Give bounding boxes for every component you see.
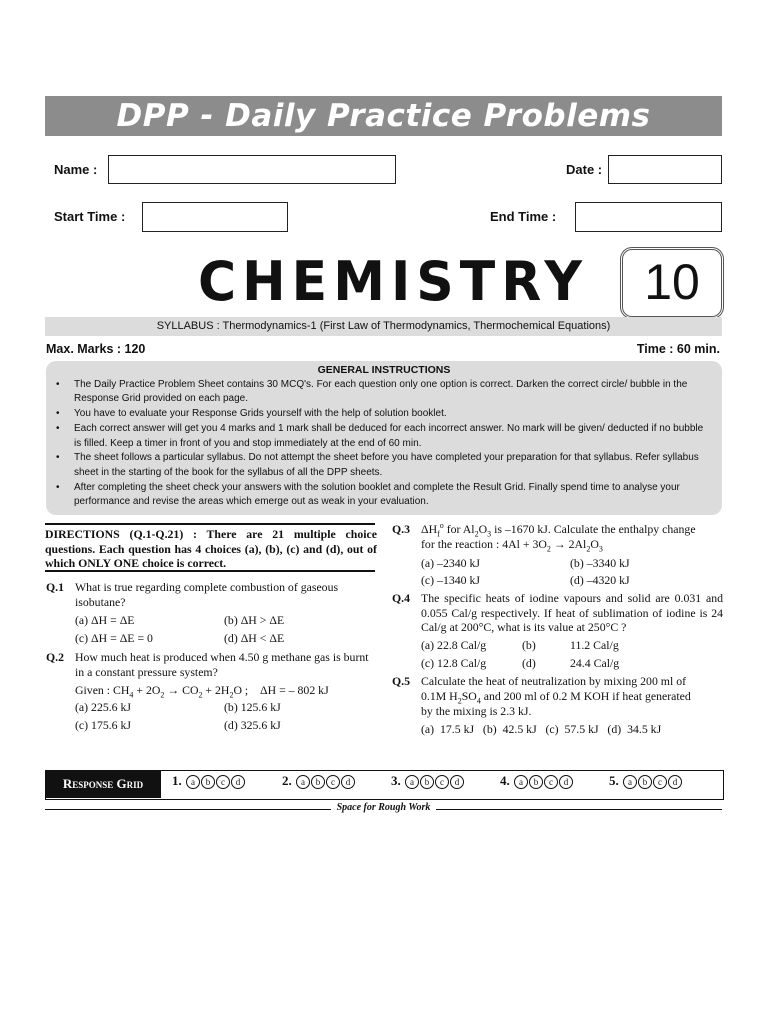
q3-reaction: for the reaction : $4Al + 3O_2 \to 2Al_2O_3$ <box>421 537 603 554</box>
bubble-c[interactable]: c <box>216 775 230 789</box>
bubble-a[interactable]: a <box>186 775 200 789</box>
bubble-a[interactable]: a <box>296 775 310 789</box>
bubble-c[interactable]: c <box>653 775 667 789</box>
response-item-number: 1. <box>172 773 182 788</box>
end-time-label: End Time : <box>490 209 557 224</box>
instruction-item: • After completing the sheet check your answers with the solution booklet and complete the Result Grid. Finally spend time to analyse your performance and revise the areas which emerge out as weak in your evaluation. <box>74 481 712 510</box>
directions: DIRECTIONS (Q.1-Q.21) : There are 21 multiple choice questions. Each question has 4 choices (a), (b), (c) and (d), out of which ONLY ONE choice is correct. <box>45 527 377 570</box>
bubble-a[interactable]: a <box>405 775 419 789</box>
q2-option-b: (b) 125.6 kJ <box>224 700 281 714</box>
general-instructions <box>46 361 722 515</box>
response-item-number: 4. <box>500 773 510 788</box>
max-marks: Max. Marks : 120 <box>46 342 146 356</box>
response-item-5 <box>609 773 682 789</box>
sheet-number: 10 <box>620 247 724 319</box>
instruction-item: • The Daily Practice Problem Sheet contains 30 MCQ's. For each question only one option is correct. Darken the correct circle/ bubble in the Response Grid provided on each page. <box>74 378 712 407</box>
bubble-c[interactable]: c <box>544 775 558 789</box>
syllabus-bar: SYLLABUS : Thermodynamics-1 (First Law of Thermodynamics, Thermochemical Equations) <box>45 317 722 336</box>
q4-option-c: (c) 12.8 Cal/g <box>421 656 487 670</box>
q1-option-d: (d) ΔH < ΔE <box>224 631 285 645</box>
response-item-3 <box>391 773 464 789</box>
bubble-d[interactable]: d <box>341 775 355 789</box>
q4-option-a: (a) 22.8 Cal/g <box>421 638 487 652</box>
q2-option-a: (a) 225.6 kJ <box>75 700 132 714</box>
q2-option-d: (d) 325.6 kJ <box>224 718 281 732</box>
q4-option-d-label: (d) <box>522 656 536 670</box>
response-item-1 <box>172 773 245 789</box>
q5-text-line2: 0.1M $H_2SO_4$ and 200 ml of 0.2 M KOH if heat generated <box>421 689 691 706</box>
q5-text-line2-rest: and 200 ml of 0.2 M KOH if heat generated <box>483 689 691 703</box>
q3-option-b: (b) –3340 kJ <box>570 556 630 570</box>
q3-number: Q.3 <box>392 522 411 536</box>
q1-number: Q.1 <box>46 580 65 594</box>
instructions-list <box>46 378 722 510</box>
rough-work-label: Space for Rough Work <box>331 802 437 813</box>
response-item-number: 5. <box>609 773 619 788</box>
directions-rule <box>45 570 375 572</box>
rough-work-divider <box>45 802 722 816</box>
q2-given: Given : $CH_4 + 2O_2 \to CO_2 + 2H_2O$ ; ΔH = – 802 kJ <box>75 683 329 700</box>
bubble-c[interactable]: c <box>326 775 340 789</box>
q4-number: Q.4 <box>392 591 411 605</box>
q2-number: Q.2 <box>46 650 65 664</box>
column-top-rule <box>45 523 375 525</box>
start-time-label: Start Time : <box>54 209 126 224</box>
time-limit: Time : 60 min. <box>636 342 720 356</box>
q4-option-d: 24.4 Cal/g <box>570 656 620 670</box>
q4-option-b: 11.2 Cal/g <box>570 638 619 652</box>
bubble-d[interactable]: d <box>559 775 573 789</box>
instruction-item: • You have to evaluate your Response Grids yourself with the help of solution booklet. <box>74 407 712 422</box>
bubble-b[interactable]: b <box>420 775 434 789</box>
q4-text: The specific heats of iodine vapours and solid are 0.031 and 0.055 Cal/g respectively. If heat of sublimation of iodine is 24 Cal/g at 200°C, what is its value at 250°C ? <box>421 591 723 634</box>
page-banner-title: DPP - Daily Practice Problems <box>45 96 722 136</box>
q2-text: How much heat is produced when 4.50 g methane gas is burnt in a constant pressure system? <box>75 650 369 679</box>
bubble-b[interactable]: b <box>201 775 215 789</box>
subject-title: CHEMISTRY <box>198 250 589 314</box>
q5-number: Q.5 <box>392 674 411 688</box>
response-item-number: 2. <box>282 773 292 788</box>
response-item-2 <box>282 773 355 789</box>
name-field[interactable] <box>108 155 396 184</box>
q1-text: What is true regarding complete combustion of gaseous isobutane? <box>75 580 339 609</box>
end-time-field[interactable] <box>575 202 722 232</box>
q5-options: (a) 17.5 kJ (b) 42.5 kJ (c) 57.5 kJ (d) 34.5 kJ <box>421 722 662 736</box>
response-grid-label: Response Grid <box>45 770 161 798</box>
q3-option-c: (c) –1340 kJ <box>421 573 480 587</box>
start-time-field[interactable] <box>142 202 288 232</box>
q1-option-c: (c) ΔH = ΔE = 0 <box>75 631 153 645</box>
bubble-d[interactable]: d <box>231 775 245 789</box>
bubble-a[interactable]: a <box>623 775 637 789</box>
instruction-item: • The sheet follows a particular syllabus. Do not attempt the sheet before you have completed your preparation for that syllabus. Refer syllabus sheet in the starting of the book for the syllabus of all the DPP sheets. <box>74 451 712 480</box>
bubble-c[interactable]: c <box>435 775 449 789</box>
bubble-d[interactable]: d <box>668 775 682 789</box>
date-field[interactable] <box>608 155 722 184</box>
q2-given-prefix: Given : CH <box>75 683 130 697</box>
q2-given-eq: ΔH = – 802 kJ <box>260 683 329 697</box>
bubble-d[interactable]: d <box>450 775 464 789</box>
response-item-4 <box>500 773 573 789</box>
q3-reaction-prefix: for the reaction : 4Al + 3O <box>421 537 547 551</box>
bubble-b[interactable]: b <box>529 775 543 789</box>
bubble-b[interactable]: b <box>638 775 652 789</box>
q2-option-c: (c) 175.6 kJ <box>75 718 132 732</box>
q3-option-d: (d) –4320 kJ <box>570 573 630 587</box>
q1-option-b: (b) ΔH > ΔE <box>224 613 285 627</box>
instruction-item: • Each correct answer will get you 4 marks and 1 mark shall be deduced for each incorrect answer. No mark will be given/ deducted if no bubble is filled. Keep a timer in front of you and stop immediately at the end of 60 min. <box>74 422 712 451</box>
bubble-a[interactable]: a <box>514 775 528 789</box>
q1-option-a: (a) ΔH = ΔE <box>75 613 135 627</box>
q3-option-a: (a) –2340 kJ <box>421 556 480 570</box>
q5-text-line1: Calculate the heat of neutralization by mixing 200 ml of <box>421 674 687 688</box>
response-item-number: 3. <box>391 773 401 788</box>
q3-text-suffix: is –1670 kJ. Calculate the enthalpy change <box>491 522 696 536</box>
date-label: Date : <box>566 162 603 177</box>
q3-text: $\Delta H_f^o$ for $Al_2O_3$ is –1670 kJ. Calculate the enthalpy change <box>421 521 696 539</box>
bubble-b[interactable]: b <box>311 775 325 789</box>
name-label: Name : <box>54 162 98 177</box>
q4-option-b-label: (b) <box>522 638 536 652</box>
q5-text-line3: by the mixing is 2.3 kJ. <box>421 704 532 718</box>
instructions-heading: GENERAL INSTRUCTIONS <box>317 364 451 376</box>
